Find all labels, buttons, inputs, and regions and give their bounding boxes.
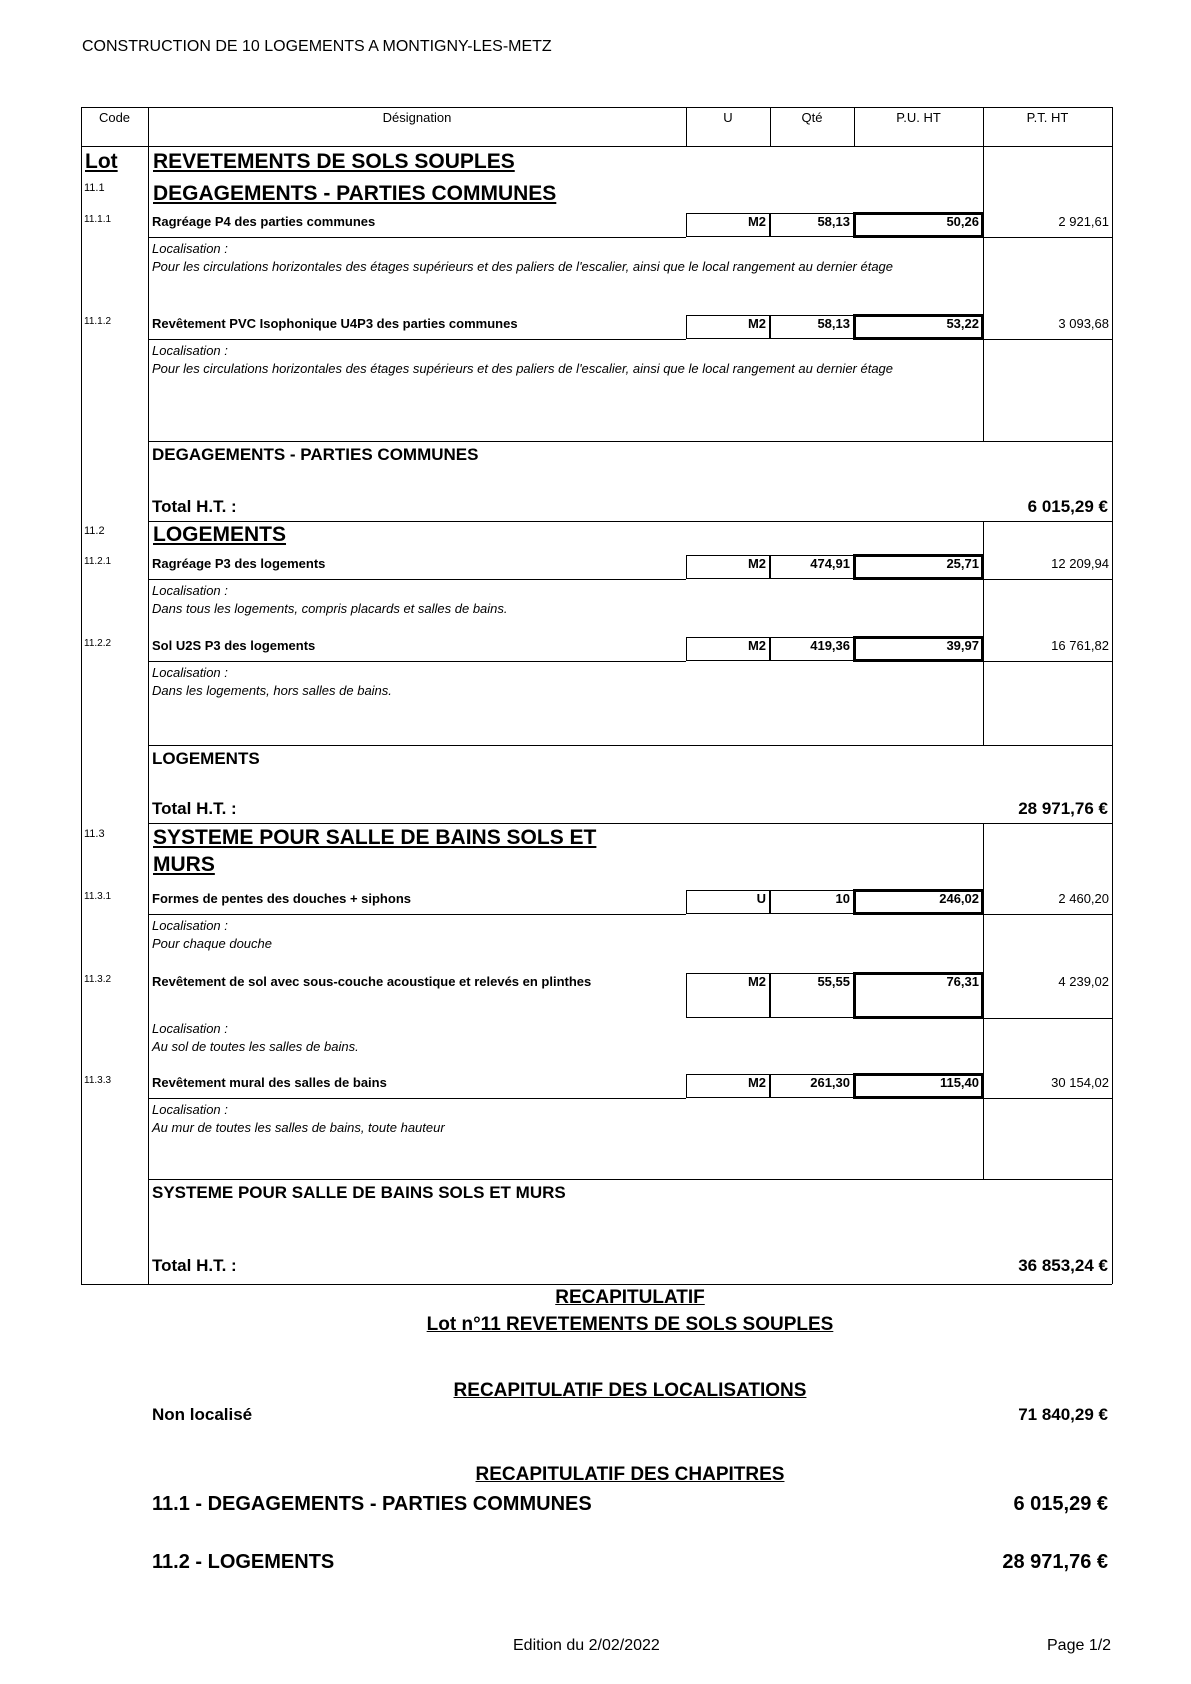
- lot-title: REVETEMENTS DE SOLS SOUPLES: [153, 150, 515, 173]
- column-header-code: Code: [98, 110, 131, 125]
- item-total-price: 2 460,20: [1058, 891, 1109, 906]
- table-left-border: [81, 107, 82, 1284]
- item-total-price: 12 209,94: [1051, 556, 1109, 571]
- subtotal-title: DEGAGEMENTS - PARTIES COMMUNES: [152, 445, 479, 464]
- section-end-separator: [148, 521, 1112, 522]
- item-quantity: 58,13: [817, 214, 850, 229]
- page-number: Page 1/2: [1047, 1637, 1112, 1654]
- page-header: CONSTRUCTION DE 10 LOGEMENTS A MONTIGNY-LES-METZ: [82, 38, 552, 55]
- edition-date: Edition du 2/02/2022: [513, 1637, 660, 1654]
- item-total-price: 3 093,68: [1058, 316, 1109, 331]
- subtotal-separator: [148, 1179, 1112, 1180]
- item-label: Sol U2S P3 des logements: [152, 638, 316, 653]
- item-unit: U: [756, 891, 766, 906]
- recap-subtitle: Lot n°11 REVETEMENTS DE SOLS SOUPLES: [426, 1314, 834, 1335]
- item-quantity: 261,30: [810, 1075, 850, 1090]
- column-header-total-price: P.T. HT: [1026, 110, 1069, 125]
- subtotal-title: LOGEMENTS: [152, 749, 260, 768]
- item-code: 11.1.1: [84, 214, 112, 225]
- item-label: Revêtement de sol avec sous-couche acoustique et relevés en plinthes: [152, 974, 592, 989]
- item-label: Revêtement PVC Isophonique U4P3 des parties communes: [152, 316, 518, 331]
- item-separator: [148, 914, 686, 915]
- localisation-text: Au mur de toutes les salles de bains, toute hauteur: [152, 1120, 445, 1135]
- item-label: Formes de pentes des douches + siphons: [152, 891, 411, 906]
- item-quantity: 55,55: [817, 974, 850, 989]
- section-end-separator: [148, 823, 1112, 824]
- recap-chapter-label: 11.1 - DEGAGEMENTS - PARTIES COMMUNES: [152, 1493, 592, 1515]
- section-total: 6 015,29 €: [1027, 497, 1108, 516]
- section-code: 11.1: [84, 182, 105, 194]
- item-label: Revêtement mural des salles de bains: [152, 1075, 387, 1090]
- item-separator: [983, 339, 1112, 340]
- item-separator: [983, 1018, 1112, 1019]
- localisation-text: Dans les logements, hors salles de bains.: [152, 683, 392, 698]
- section-title-continued: MURS: [153, 853, 215, 876]
- recap-localisation-value: 71 840,29 €: [1018, 1405, 1108, 1424]
- item-total-price: 2 921,61: [1058, 214, 1109, 229]
- localisation-text: Au sol de toutes les salles de bains.: [152, 1039, 359, 1054]
- subtotal-separator: [148, 745, 1112, 746]
- item-unit: M2: [747, 556, 766, 571]
- code-column-divider: [148, 107, 149, 1284]
- subtotal-title: SYSTEME POUR SALLE DE BAINS SOLS ET MURS: [152, 1183, 566, 1202]
- recap-title: RECAPITULATIF: [555, 1287, 705, 1308]
- item-unit-price: 53,22: [946, 316, 979, 331]
- lot-code: Lot: [85, 150, 118, 173]
- item-unit: M2: [747, 974, 766, 989]
- localisation-label: Localisation :: [152, 241, 228, 256]
- item-total-price: 30 154,02: [1051, 1075, 1109, 1090]
- recap-chapter-value: 6 015,29 €: [1013, 1493, 1108, 1515]
- item-unit-price: 39,97: [946, 638, 979, 653]
- item-separator: [148, 579, 686, 580]
- item-quantity: 58,13: [817, 316, 850, 331]
- item-code: 11.2.2: [84, 638, 112, 649]
- recap-chapter-value: 28 971,76 €: [1002, 1551, 1108, 1573]
- section-title: DEGAGEMENTS - PARTIES COMMUNES: [153, 182, 557, 205]
- item-unit-price: 50,26: [946, 214, 979, 229]
- section-total: 36 853,24 €: [1018, 1256, 1108, 1275]
- item-separator: [148, 1098, 686, 1099]
- item-unit: M2: [747, 214, 766, 229]
- section-code: 11.3: [84, 828, 105, 840]
- item-separator: [148, 237, 686, 238]
- item-quantity: 419,36: [810, 638, 850, 653]
- item-label: Ragréage P4 des parties communes: [152, 214, 376, 229]
- table-header-bottom-border: [81, 146, 1112, 147]
- item-separator: [983, 237, 1112, 238]
- item-separator: [983, 579, 1112, 580]
- localisation-label: Localisation :: [152, 665, 228, 680]
- item-unit: M2: [747, 638, 766, 653]
- total-label: Total H.T. :: [152, 799, 237, 818]
- recap-chapter-label: 11.2 - LOGEMENTS: [152, 1551, 335, 1573]
- item-code: 11.2.1: [84, 556, 112, 567]
- section-title: SYSTEME POUR SALLE DE BAINS SOLS ET: [153, 826, 597, 849]
- table-top-border: [81, 107, 1112, 108]
- column-header-quantity: Qté: [801, 110, 823, 125]
- recap-localisations-title: RECAPITULATIF DES LOCALISATIONS: [453, 1380, 807, 1401]
- total-label: Total H.T. :: [152, 497, 237, 516]
- item-unit-price: 115,40: [939, 1075, 979, 1090]
- localisation-label: Localisation :: [152, 343, 228, 358]
- recap-chapters-title: RECAPITULATIF DES CHAPITRES: [475, 1464, 785, 1485]
- table-bottom-border: [81, 1284, 1112, 1285]
- section-total: 28 971,76 €: [1018, 799, 1108, 818]
- item-code: 11.3.1: [84, 891, 112, 902]
- subtotal-separator: [148, 441, 1112, 442]
- item-separator: [983, 661, 1112, 662]
- item-total-price: 4 239,02: [1058, 974, 1109, 989]
- table-right-border: [1112, 107, 1113, 1284]
- column-header-unit-price: P.U. HT: [896, 110, 941, 125]
- localisation-text: Pour chaque douche: [152, 936, 272, 951]
- item-separator: [983, 914, 1112, 915]
- section-title: LOGEMENTS: [153, 523, 287, 546]
- localisation-text: Pour les circulations horizontales des étages supérieurs et des paliers de l'escalier, ainsi que le local rangement au dernier étage: [152, 259, 894, 274]
- column-header-designation: Désignation: [382, 110, 452, 125]
- item-separator: [983, 1098, 1112, 1099]
- localisation-label: Localisation :: [152, 583, 228, 598]
- pt-column-divider: [983, 146, 984, 441]
- total-label: Total H.T. :: [152, 1256, 237, 1275]
- section-code: 11.2: [84, 525, 105, 537]
- item-separator: [148, 661, 686, 662]
- localisation-label: Localisation :: [152, 1021, 228, 1036]
- item-code: 11.3.2: [84, 974, 112, 985]
- item-separator: [148, 339, 686, 340]
- item-total-price: 16 761,82: [1051, 638, 1109, 653]
- item-unit: M2: [747, 316, 766, 331]
- localisation-text: Dans tous les logements, compris placards et salles de bains.: [152, 601, 508, 616]
- item-code: 11.1.2: [84, 316, 112, 327]
- localisation-label: Localisation :: [152, 918, 228, 933]
- item-label: Ragréage P3 des logements: [152, 556, 326, 571]
- item-unit-price: 76,31: [946, 974, 979, 989]
- localisation-label: Localisation :: [152, 1102, 228, 1117]
- item-code: 11.3.3: [84, 1075, 112, 1086]
- item-unit-price: 246,02: [939, 891, 979, 906]
- item-unit-price: 25,71: [946, 556, 979, 571]
- item-quantity: 10: [835, 891, 850, 906]
- item-quantity: 474,91: [810, 556, 850, 571]
- recap-localisation-label: Non localisé: [152, 1405, 253, 1424]
- item-unit: M2: [747, 1075, 766, 1090]
- column-header-unit: U: [723, 110, 733, 125]
- localisation-text: Pour les circulations horizontales des étages supérieurs et des paliers de l'escalier, ainsi que le local rangement au dernier étage: [152, 361, 894, 376]
